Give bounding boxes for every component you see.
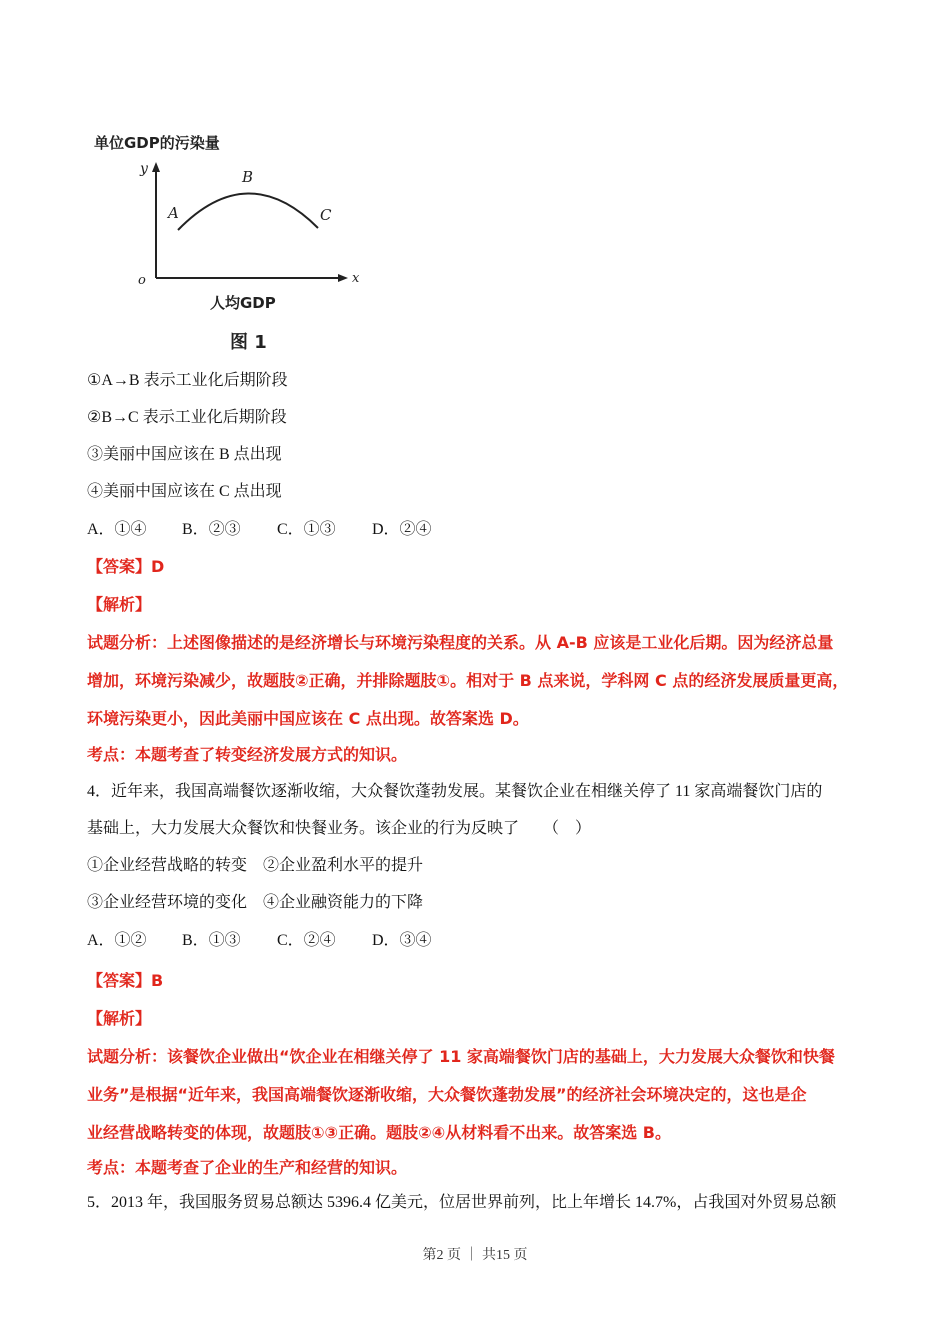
statement-1: ①A→B 表示工业化后期阶段 [87, 372, 288, 389]
statement-3: ③美丽中国应该在 B 点出现 [87, 446, 282, 463]
x-axis-arrow [338, 274, 348, 282]
option-b: B．①③ [182, 932, 241, 949]
question-4-stem-1: 4．近年来，我国高端餐饮逐渐收缩，大众餐饮蓬勃发展。某餐饮企业在相继关停了 11 家高端餐饮门店的 [87, 783, 823, 800]
analysis-line-2: 增加，环境污染减少，故题肢②正确，并排除题肢①。相对于 B 点来说，学科网 C 点的经济发展质量更高， [87, 671, 849, 690]
options-row [87, 931, 432, 951]
point-b-label: B [242, 168, 254, 186]
analysis-label: 【解析】 [87, 595, 152, 614]
option-b: B．②③ [182, 521, 241, 538]
question-4-stem-2: 基础上，大力发展大众餐饮和快餐业务。该企业的行为反映了 （ ） [87, 820, 592, 837]
option-a: A．①④ [87, 521, 147, 538]
y-title: 单位GDP的污染量 [94, 134, 220, 152]
statement-4: ④美丽中国应该在 C 点出现 [87, 483, 282, 500]
x-title: 人均GDP [210, 294, 276, 312]
figure-caption: 图 1 [230, 332, 267, 353]
analysis-line-1: 试题分析：上述图像描述的是经济增长与环境污染程度的关系。从 A-B 应该是工业化后期。因为经济总量 [87, 633, 834, 652]
y-axis-arrow [152, 162, 160, 172]
answer-label: 【答案】B [87, 971, 164, 990]
knowledge-point: 考点：本题考查了转变经济发展方式的知识。 [87, 745, 408, 764]
analysis-line-3: 环境污染更小，因此美丽中国应该在 C 点出现。故答案选 D。 [87, 709, 529, 728]
page-footer: 第2 页 ｜ 共15 页 [422, 1248, 528, 1263]
options-row [87, 520, 432, 540]
option-a: A．①② [87, 932, 147, 949]
option-d: D．③④ [372, 932, 432, 949]
answer-label: 【答案】D [87, 557, 165, 576]
analysis-label: 【解析】 [87, 1009, 152, 1028]
option-c: C．②④ [277, 932, 336, 949]
point-c-label: C [320, 206, 332, 224]
figure-pollution-curve [90, 128, 390, 358]
option-c: C．①③ [277, 521, 336, 538]
origin-label: o [138, 273, 146, 288]
statement-1-2: ①企业经营战略的转变 ②企业盈利水平的提升 [87, 857, 424, 874]
statement-3-4: ③企业经营环境的变化 ④企业融资能力的下降 [87, 894, 424, 911]
option-d: D．②④ [372, 521, 432, 538]
y-label: y [140, 161, 148, 177]
x-label: x [352, 271, 360, 286]
statement-2: ②B→C 表示工业化后期阶段 [87, 409, 287, 426]
question-5-stem-1: 5．2013 年，我国服务贸易总额达 5396.4 亿美元，位居世界前列，比上年增长 14.7%，占我国对外贸易总额 [87, 1194, 837, 1211]
curve-line [178, 193, 318, 230]
analysis-line-1: 试题分析：该餐饮企业做出“饮企业在相继关停了 11 家高端餐饮门店的基础上，大力发展大众餐饮和快餐 [87, 1047, 835, 1066]
knowledge-point: 考点：本题考查了企业的生产和经营的知识。 [87, 1158, 408, 1177]
curve-chart [90, 128, 390, 358]
analysis-line-3: 业经营战略转变的体现，故题肢①③正确。题肢②④从材料看不出来。故答案选 B。 [87, 1123, 671, 1142]
analysis-line-2: 业务”是根据“近年来，我国高端餐饮逐渐收缩，大众餐饮蓬勃发展”的经济社会环境决定的，这也是企 [87, 1085, 807, 1104]
point-a-label: A [168, 204, 179, 222]
